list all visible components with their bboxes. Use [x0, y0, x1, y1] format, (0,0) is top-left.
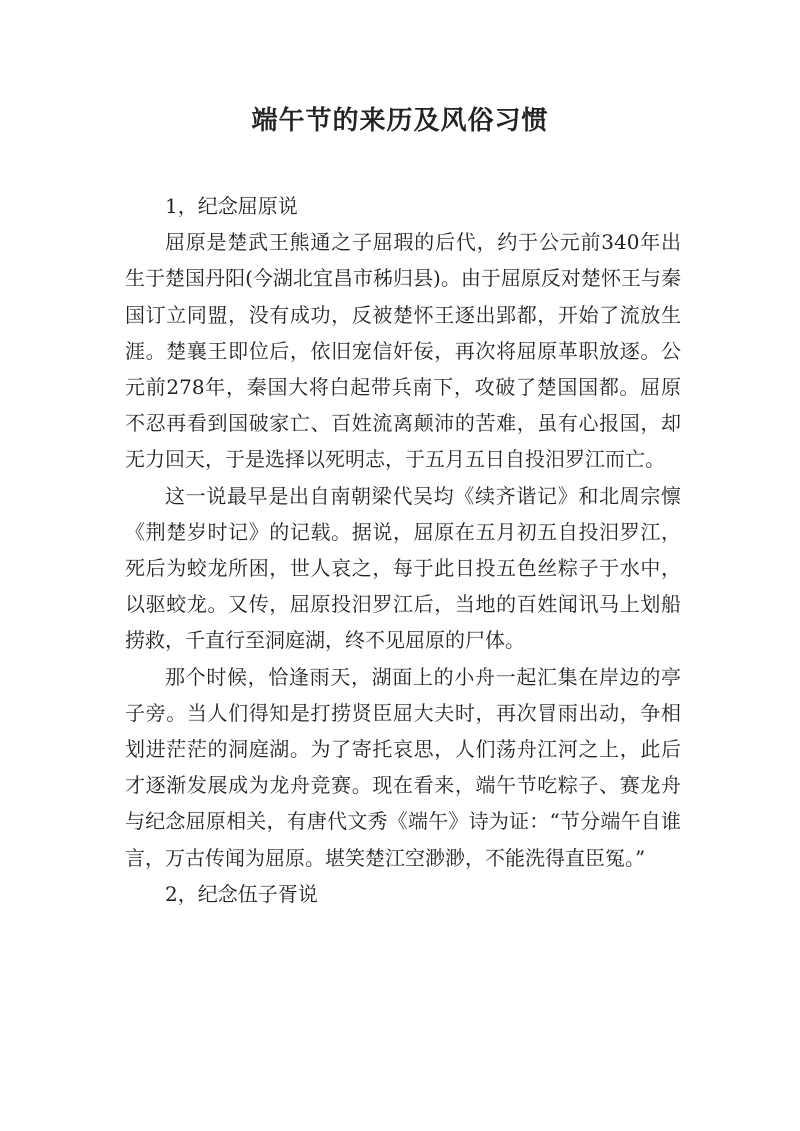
section-heading-1: 1，纪念屈原说 [165, 194, 298, 218]
paragraph-3: 那个时候，恰逢雨天，湖面上的小舟一起汇集在岸边的亭子旁。当人们得知是打捞贤臣屈大夫时，再次冒雨出动，争相划进茫茫的洞庭湖。为了寄托哀思，人们荡舟江河之上，此后才逐渐发展成为龙舟竞赛。现在看来，端午节吃粽子、赛龙舟与纪念屈原相关，有唐代文秀《端午》诗为证：“节分端午自谁言，万古传闻为屈原。堪笑楚江空渺渺，不能洗得直臣冤。” [125, 664, 681, 870]
document-title: 端午节的来历及风俗习惯 [251, 106, 549, 136]
document-body [125, 188, 681, 912]
section-heading-2: 2，纪念伍子胥说 [165, 881, 318, 906]
paragraph-2: 这一说最早是出自南朝梁代吴均《续齐谐记》和北周宗懔《荆楚岁时记》的记载。据说，屈原在五月初五自投汨罗江，死后为蛟龙所困，世人哀之，每于此日投五色丝粽子于水中，以驱蛟龙。又传，屈原投汨罗江后，当地的百姓闻讯马上划船捞救，千直行至洞庭湖，终不见屈原的尸体。 [125, 483, 681, 653]
paragraph-1: 屈原是楚武王熊通之子屈瑕的后代，约于公元前340年出生于楚国丹阳(今湖北宜昌市秭归县)。由于屈原反对楚怀王与秦国订立同盟，没有成功，反被楚怀王逐出郢都，开始了流放生涯。楚襄王即位后，依旧宠信奸佞，再次将屈原革职放逐。公元前278年，秦国大将白起带兵南下，攻破了楚国国都。屈原不忍再看到国破家亡、百姓流离颠沛的苦难，虽有心报国，却无力回天，于是选择以死明志，于五月五日自投汨罗江而亡。 [125, 230, 681, 472]
